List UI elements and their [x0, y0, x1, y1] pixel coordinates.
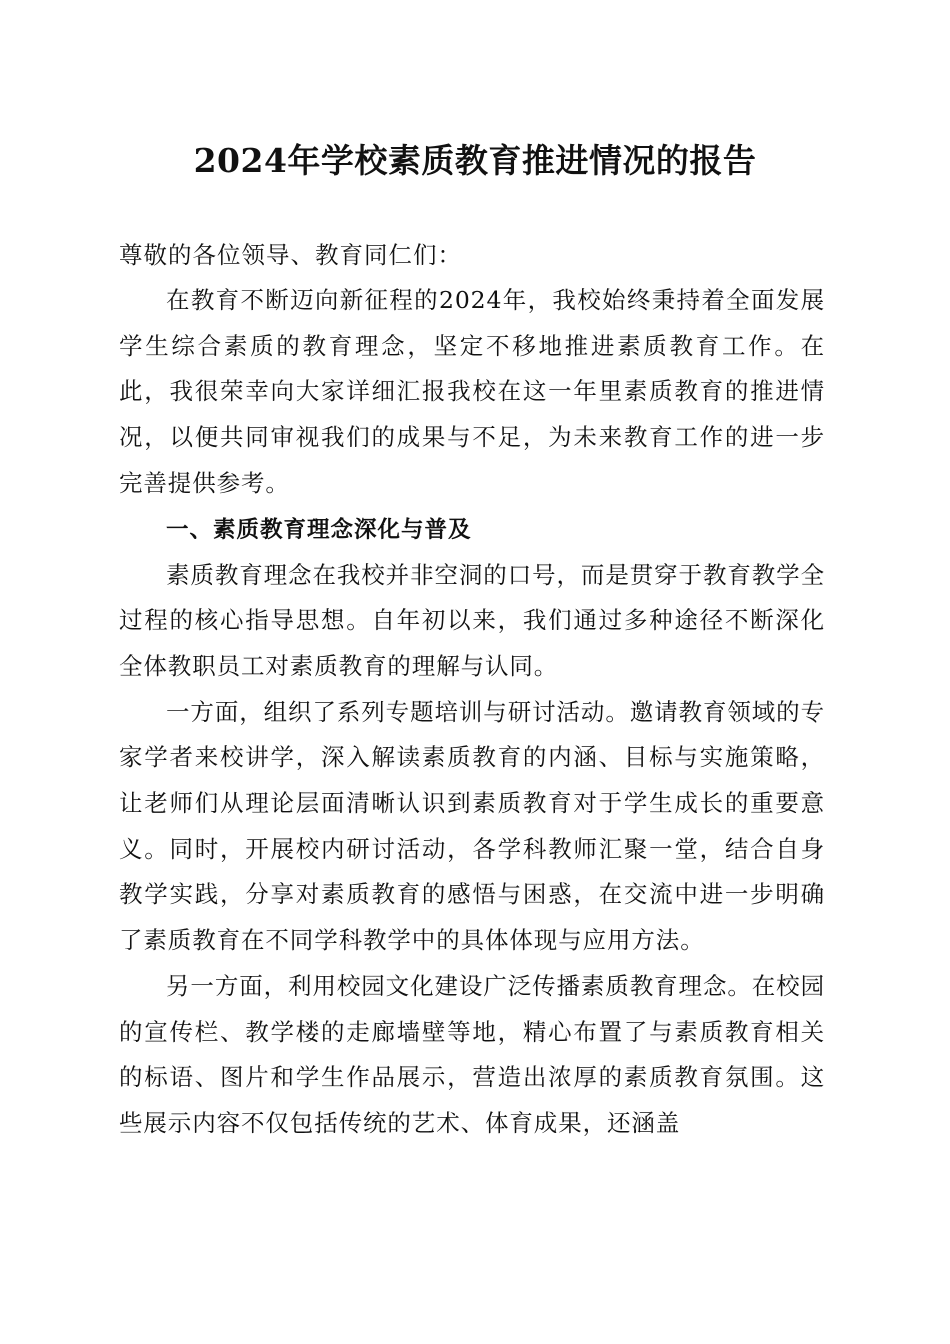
- section-1-paragraph-1: 素质教育理念在我校并非空洞的口号，而是贯穿于教育教学全过程的核心指导思想。自年初以来，我们通过多种途径不断深化全体教职员工对素质教育的理解与认同。: [119, 560, 825, 680]
- salutation: 尊敬的各位领导、教育同仁们：: [119, 241, 462, 269]
- section-1-paragraph-3: 另一方面，利用校园文化建设广泛传播素质教育理念。在校园的宣传栏、教学楼的走廊墙壁等地，精心布置了与素质教育相关的标语、图片和学生作品展示，营造出浓厚的素质教育氛围。这些展示内容不仅包括传统的艺术、体育成果，还涵盖: [119, 971, 825, 1137]
- document-body: [119, 232, 825, 1147]
- document-title: 2024年学校素质教育推进情况的报告: [193, 141, 757, 180]
- intro-paragraph: 在教育不断迈向新征程的2024年，我校始终秉持着全面发展学生综合素质的教育理念，坚定不移地推进素质教育工作。在此，我很荣幸向大家详细汇报我校在这一年里素质教育的推进情况，以便共同审视我们的成果与不足，为未来教育工作的进一步完善提供参考。: [119, 286, 825, 497]
- section-heading-1: 一、素质教育理念深化与普及: [166, 516, 472, 543]
- section-1-paragraph-2: 一方面，组织了系列专题培训与研讨活动。邀请教育领域的专家学者来校讲学，深入解读素质教育的内涵、目标与实施策略，让老师们从理论层面清晰认识到素质教育对于学生成长的重要意义。同时，开展校内研讨活动，各学科教师汇聚一堂，结合自身教学实践，分享对素质教育的感悟与困惑，在交流中进一步明确了素质教育在不同学科教学中的具体体现与应用方法。: [119, 697, 825, 955]
